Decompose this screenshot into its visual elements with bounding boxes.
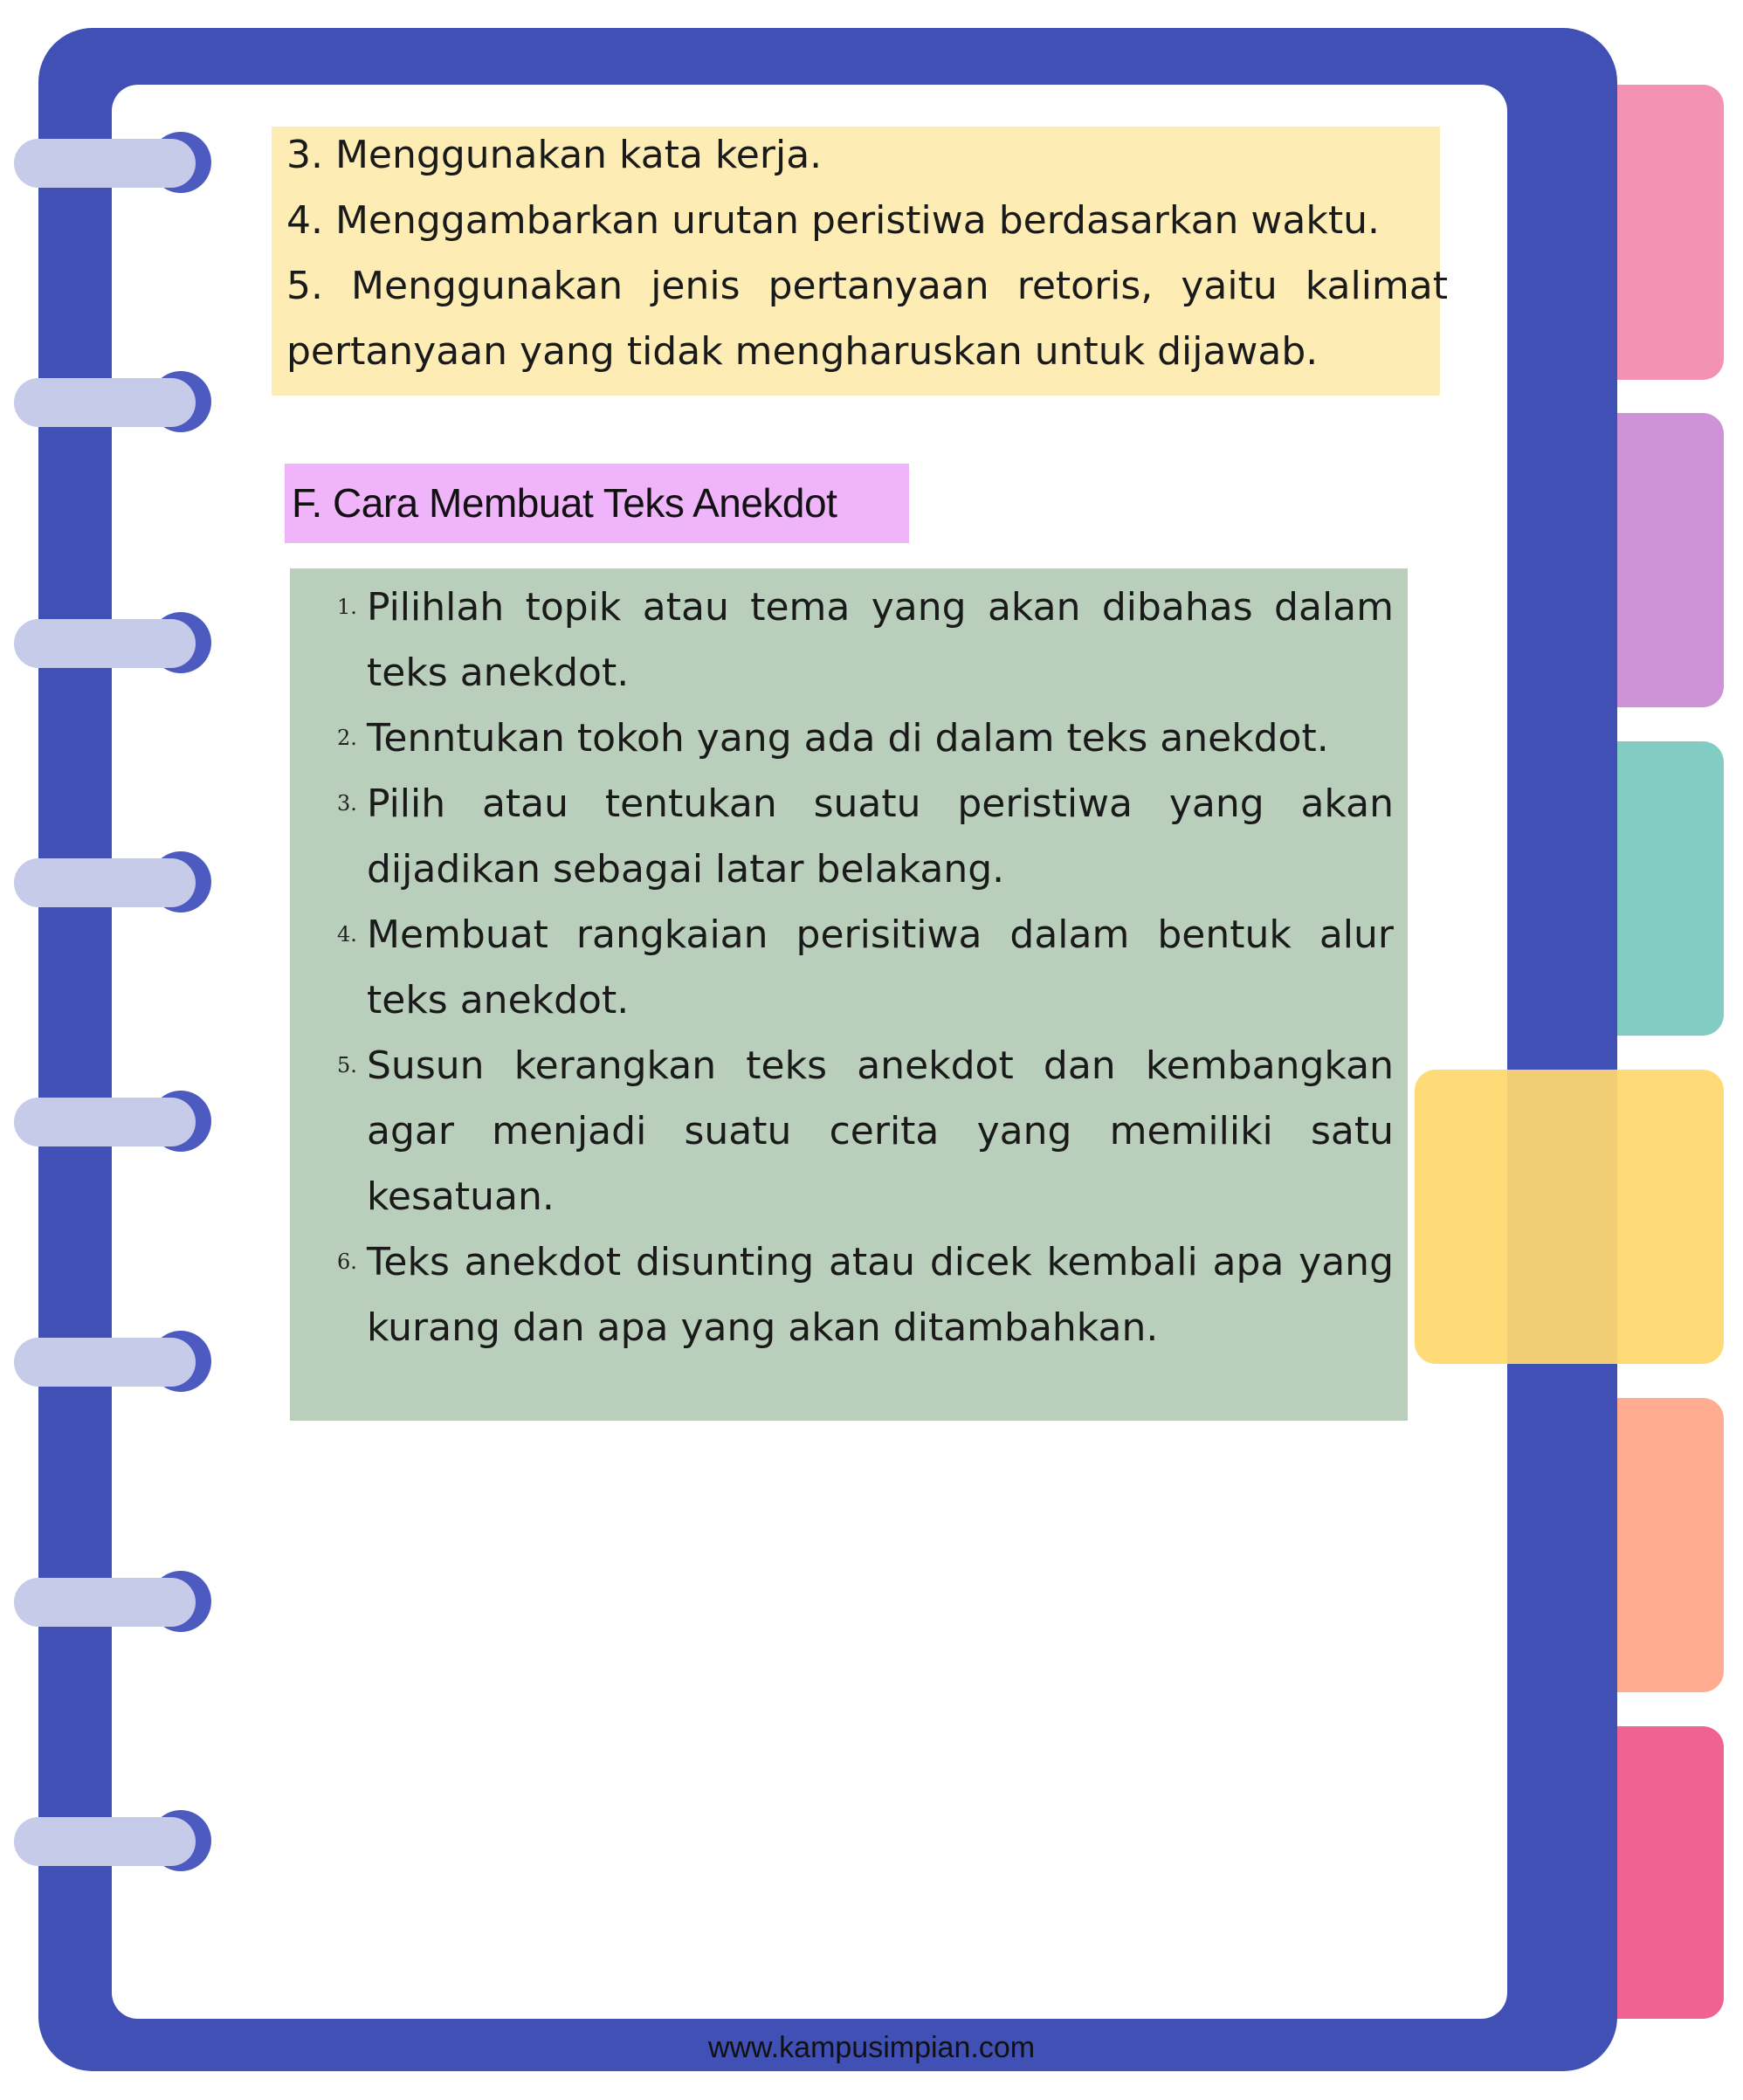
- step-number: 6.: [337, 1250, 357, 1274]
- spiral-ring: [14, 1567, 215, 1635]
- step-item: [332, 706, 1394, 771]
- characteristic-item: 3. Menggunakan kata kerja.: [286, 133, 823, 177]
- step-text: Pilih atau tentukan suatu peristiwa yang akan dijadikan sebagai latar belakang.: [367, 781, 1394, 892]
- section-heading: F. Cara Membuat Teks Anekdot: [292, 480, 837, 526]
- step-number: 3.: [337, 791, 357, 816]
- step-text: Susun kerangkan teks anekdot dan kembangkan agar menjadi suatu cerita yang memiliki satu kesatuan.: [367, 1043, 1394, 1219]
- characteristic-item: 4. Menggambarkan urutan peristiwa berdasarkan waktu.: [286, 198, 1380, 243]
- spiral-ring: [14, 128, 215, 196]
- step-item: [332, 902, 1394, 1033]
- spiral-ring: [14, 609, 215, 677]
- steps-list: [332, 575, 1394, 1360]
- website-footer: www.kampusimpian.com: [707, 2031, 1036, 2064]
- step-number: 4.: [337, 922, 357, 947]
- spiral-ring: [14, 1087, 215, 1155]
- spiral-ring: [14, 1807, 215, 1875]
- step-text: Pilihlah topik atau tema yang akan dibahas dalam teks anekdot.: [367, 585, 1394, 695]
- characteristics-list: [286, 122, 1448, 384]
- characteristic-item: 5. Menggunakan jenis pertanyaan retoris, yaitu kalimat pertanyaan yang tidak mengharuskan untuk dijawab.: [286, 264, 1448, 374]
- step-number: 5.: [337, 1053, 357, 1078]
- step-item: [332, 771, 1394, 902]
- spiral-ring: [14, 1327, 215, 1395]
- step-text: Tenntukan tokoh yang ada di dalam teks anekdot.: [367, 716, 1329, 761]
- step-item: [332, 1229, 1394, 1360]
- index-tab-yellow: [1415, 1070, 1724, 1364]
- step-number: 1.: [337, 595, 357, 619]
- step-item: [332, 1033, 1394, 1229]
- spiral-ring: [14, 848, 215, 916]
- step-number: 2.: [337, 726, 357, 750]
- step-text: Teks anekdot disunting atau dicek kembali apa yang kurang dan apa yang akan ditambahkan.: [367, 1240, 1394, 1350]
- step-text: Membuat rangkaian perisitiwa dalam bentuk alur teks anekdot.: [367, 912, 1394, 1022]
- spiral-ring: [14, 368, 215, 436]
- step-item: [332, 575, 1394, 706]
